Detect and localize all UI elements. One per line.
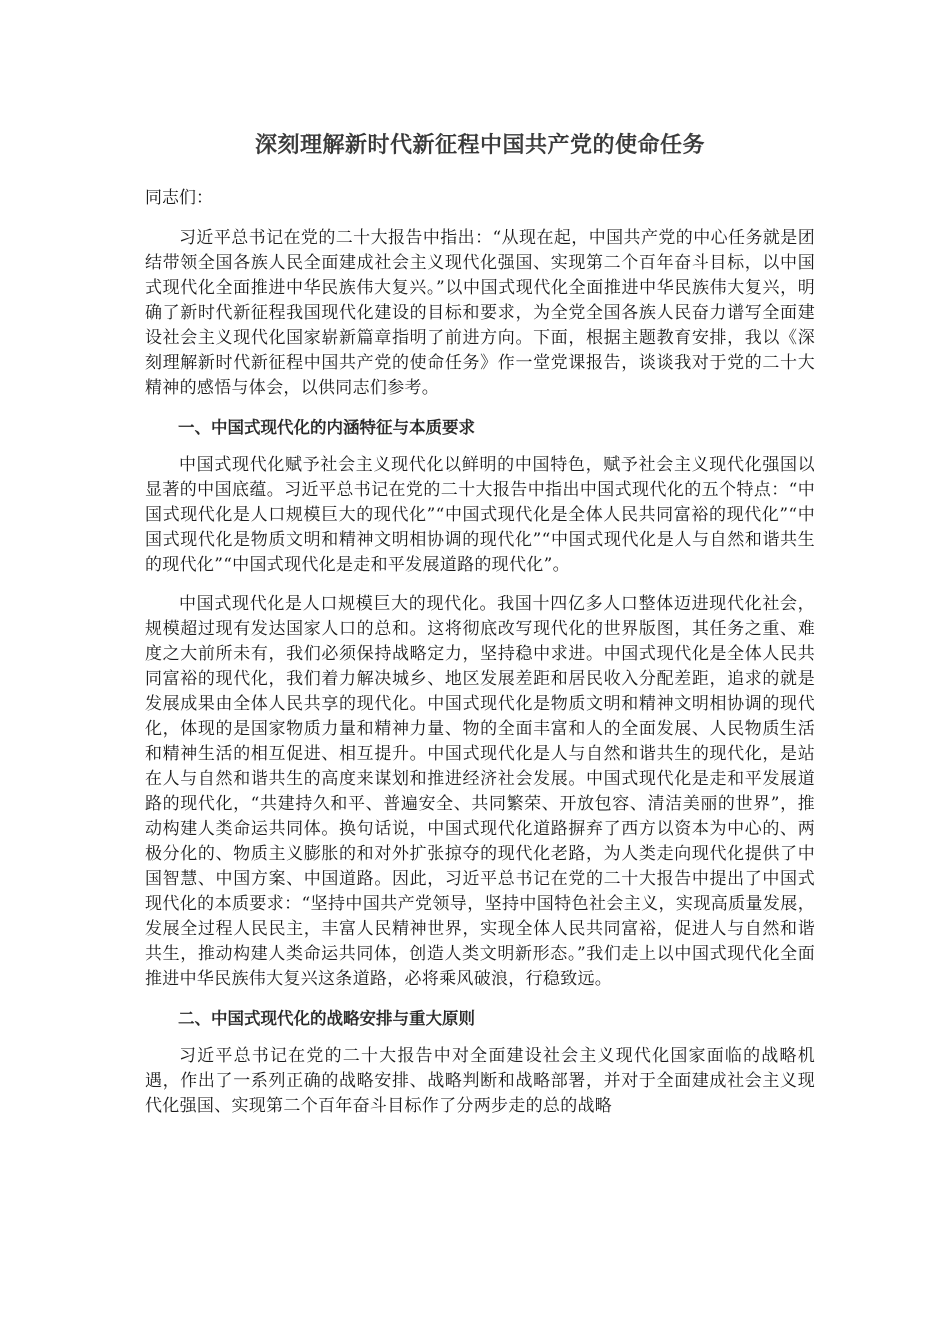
section1-paragraph-1: 中国式现代化赋予社会主义现代化以鲜明的中国特色，赋予社会主义现代化强国以显著的中国底蕴。习近平总书记在党的二十大报告中指出中国式现代化的五个特点：“中国式现代化是人口规模巨大的现代化”“中国式现代化是全体人民共同富裕的现代化”“中国式现代化是物质文明和精神文明相协调的现代化”“中国式现代化是人与自然和谐共生的现代化”“中国式现代化是走和平发展道路的现代化”。 xyxy=(145,455,815,575)
section-heading-1: 一、中国式现代化的内涵特征与本质要求 xyxy=(178,418,475,437)
section-heading-2: 二、中国式现代化的战略安排与重大原则 xyxy=(178,1009,475,1028)
section2-paragraph-1: 习近平总书记在党的二十大报告中对全面建设社会主义现代化国家面临的战略机遇，作出了一系列正确的战略安排、战略判断和战略部署，并对于全面建成社会主义现代化强国、实现第二个百年奋斗目标作了分两步走的总的战略 xyxy=(145,1046,815,1116)
salutation: 同志们： xyxy=(145,188,213,208)
document-title: 深刻理解新时代新征程中国共产党的使命任务 xyxy=(254,133,705,158)
section1-paragraph-2: 中国式现代化是人口规模巨大的现代化。我国十四亿多人口整体迈进现代化社会，规模超过现有发达国家人口的总和。这将彻底改写现代化的世界版图，其任务之重、难度之大前所未有，我们必须保持战略定力，坚持稳中求进。中国式现代化是全体人民共同富裕的现代化，我们着力解决城乡、地区发展差距和居民收入分配差距，追求的就是发展成果由全体人民共享的现代化。中国式现代化是物质文明和精神文明相协调的现代化，体现的是国家物质力量和精神力量、物的全面丰富和人的全面发展、人民物质生活和精神生活的相互促进、相互提升。中国式现代化是人与自然和谐共生的现代化，是站在人与自然和谐共生的高度来谋划和推进经济社会发展。中国式现代化是走和平发展道路的现代化，“共建持久和平、普遍安全、共同繁荣、开放包容、清洁美丽的世界”，推动构建人类命运共同体。换句话说，中国式现代化道路摒弃了西方以资本为中心的、两极分化的、物质主义膨胀的和对外扩张掠夺的现代化老路，为人类走向现代化提供了中国智慧、中国方案、中国道路。因此，习近平总书记在党的二十大报告中提出了中国式现代化的本质要求：“坚持中国共产党领导，坚持中国特色社会主义，实现高质量发展，发展全过程人民民主，丰富人民精神世界，实现全体人民共同富裕，促进人与自然和谐共生，推动构建人类命运共同体，创造人类文明新形态。”我们走上以中国式现代化全面推进中华民族伟大复兴这条道路，必将乘风破浪，行稳致远。 xyxy=(145,594,815,989)
document-page xyxy=(145,130,815,1133)
intro-paragraph: 习近平总书记在党的二十大报告中指出：“从现在起，中国共产党的中心任务就是团结带领全国各族人民全面建成社会主义现代化强国、实现第二个百年奋斗目标，以中国式现代化全面推进中华民族伟大复兴。”以中国式现代化全面推进中华民族伟大复兴，明确了新时代新征程我国现代化建设的目标和要求，为全党全国各族人民奋力谱写全面建设社会主义现代化国家崭新篇章指明了前进方向。下面，根据主题教育安排，我以《深刻理解新时代新征程中国共产党的使命任务》作一堂党课报告，谈谈我对于党的二十大精神的感悟与体会，以供同志们参考。 xyxy=(145,228,815,398)
